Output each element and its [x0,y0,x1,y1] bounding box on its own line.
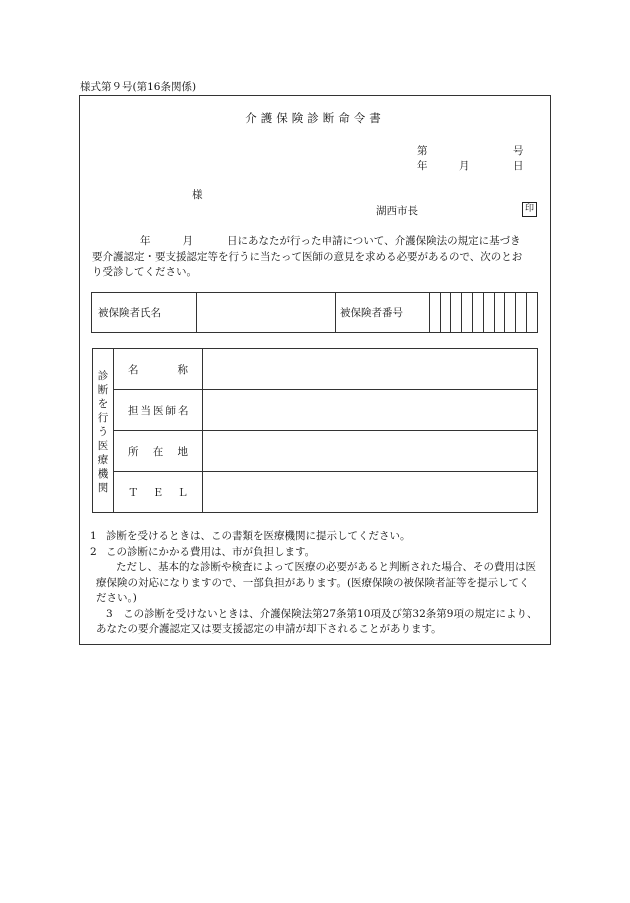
form-number: 様式第９号(第16条関係) [80,81,197,93]
date-hi: 日 [513,160,524,172]
insured-number-digit[interactable] [462,293,473,333]
insured-number-digit[interactable] [429,293,440,333]
insured-number-digit[interactable] [483,293,494,333]
institution-name-label: 名 称 [114,349,203,390]
body-line1: 日にあなたが行った申請について、介護保険法の規定に基づき [227,235,521,247]
note-item: 3 この診断を受けないときは、介護保険法第27条第10項及び第32条第9項の規定により、あなたの要介護認定又は要支援認定の申請が却下されることがあります。 [96,607,538,635]
body-nen: 年 [140,235,151,247]
address-label: 所 在 地 [114,431,203,472]
addressee-suffix: 様 [192,189,203,201]
doctor-name-label: 担当医師名 [114,390,203,431]
insured-number-digit[interactable] [451,293,462,333]
institution-header: 診 断 を 行 う 医 療 機 関 [93,349,114,513]
insured-number-digit[interactable] [527,293,538,333]
body-line3: り受診してください。 [92,266,197,278]
institution-name-field[interactable] [203,349,538,390]
insured-number-label: 被保険者番号 [336,293,430,333]
insured-number-digit[interactable] [494,293,505,333]
date-go: 号 [513,145,524,157]
insured-name-label: 被保険者氏名 [92,293,197,333]
issuer: 湖西市長 [376,205,418,217]
insured-number-digit[interactable] [440,293,451,333]
address-field[interactable] [203,431,538,472]
note-item: ただし、基本的な診断や検査によって医療の必要があると判断された場合、その費用は医療保険の対応になりますので、一部負担があります。(医療保険の被保険者証等を提示してください。) [96,561,536,604]
insured-number-digit[interactable] [516,293,527,333]
tel-label: Ｔ Ｅ Ｌ [114,472,203,513]
date-tsuki: 月 [459,160,470,172]
insured-table [91,292,538,333]
note-item: 2 この診断にかかる費用は、市が負担します。 [90,545,316,558]
institution-table [92,348,538,513]
body-line2: 要介護認定・要支援認定等を行うに当たって医師の意見を求める必要があるので、次のとお [92,250,523,263]
seal-mark: 印 [522,202,537,217]
body-tsuki: 月 [182,235,193,247]
doctor-name-field[interactable] [203,390,538,431]
insured-number-digit[interactable] [505,293,516,333]
tel-field[interactable] [203,472,538,513]
page-title: 介護保険診断命令書 [245,111,385,125]
date-dai: 第 [417,145,428,157]
note-item: 1 診断を受けるときは、この書類を医療機関に提示してください。 [90,530,411,542]
insured-number-digit[interactable] [472,293,483,333]
notes-list [90,529,540,638]
date-nen: 年 [417,160,428,172]
body-paragraph [92,234,537,281]
insured-name-field[interactable] [197,293,336,333]
